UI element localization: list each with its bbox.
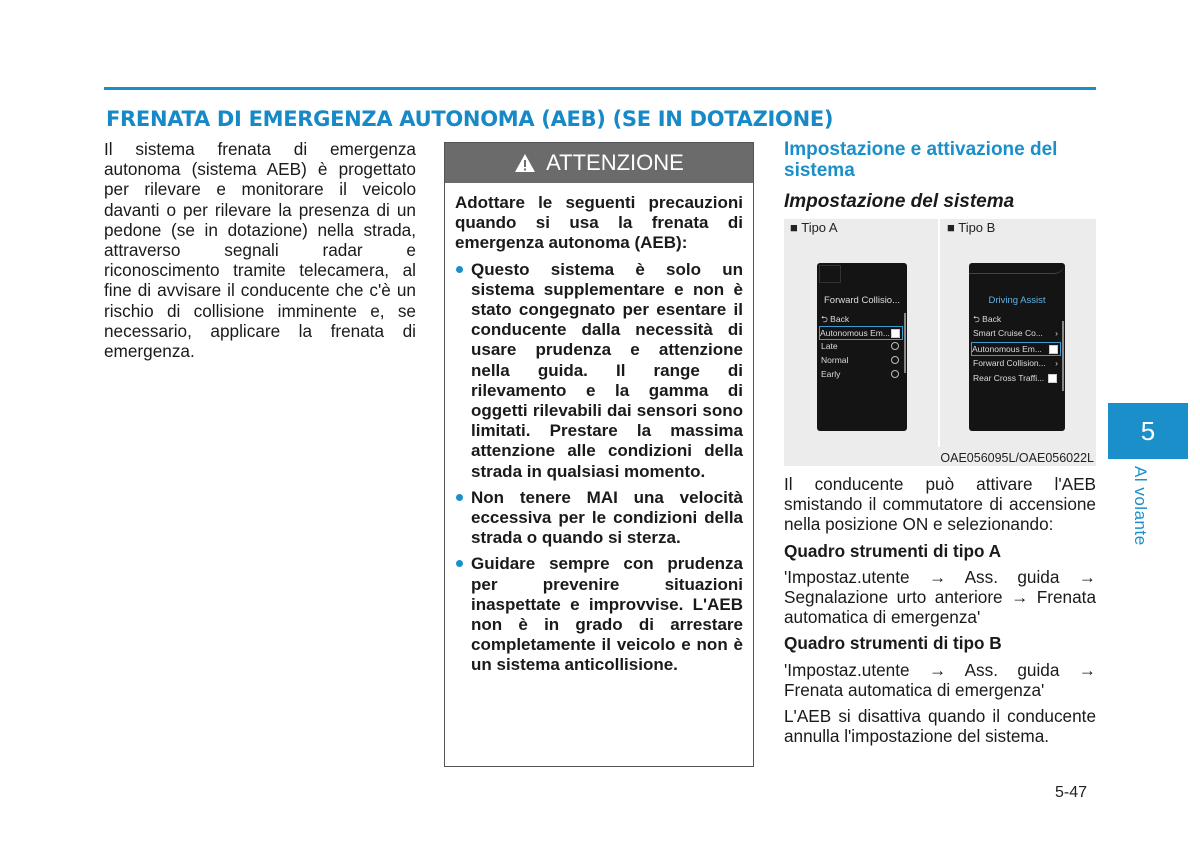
figure-label-a: ■ Tipo A: [790, 220, 838, 235]
cluster-screen-b: [969, 263, 1065, 431]
chapter-name: Al volante: [1131, 466, 1150, 546]
setup-title: Impostazione e attivazione del sistema: [784, 139, 1058, 181]
warning-header: [445, 143, 753, 183]
screen-row-label: Autonomous Em...: [820, 328, 890, 338]
warning-item: Guidare sempre con prudenza per prevenire situazioni inaspettate e improvvise. L'AEB non è in grado di arrestare completamente il veicolo e non è un sistema anticollisione.: [455, 554, 743, 675]
radio-icon: [891, 370, 899, 378]
cluster-figure: [784, 219, 1096, 466]
screen-row: [973, 357, 1059, 369]
screen-icon-box: [819, 265, 841, 283]
screen-row-label: Forward Collision...: [973, 358, 1046, 368]
screen-row-label: Early: [821, 369, 841, 379]
checkbox-icon: [1049, 345, 1058, 354]
warning-triangle-icon: [514, 153, 536, 173]
warning-intro: Adottare le seguenti precauzioni quando si usa la frenata di emergenza autonoma (AEB):: [455, 193, 743, 253]
type-b-path: 'Impostaz.utente → Ass. guida → Frenata automatica di emergenza': [784, 659, 1096, 700]
screen-row: [973, 372, 1059, 384]
screen-row-label: Smart Cruise Co...: [973, 328, 1043, 338]
cluster-screen-a: [817, 263, 907, 431]
screen-scrollbar: [1062, 321, 1064, 391]
radio-icon: [891, 342, 899, 350]
setup-column: [784, 139, 1096, 746]
type-b-heading: Quadro strumenti di tipo B: [784, 633, 1002, 654]
screen-row: [973, 327, 1059, 339]
screen-arc: [969, 263, 1065, 274]
chapter-tab: [1108, 403, 1188, 459]
warning-item: Questo sistema è solo un sistema supplementare e non è stato congegnato per esentare il conducente dalla necessità di usare prudenza e attenzione nella guida. Il range di rilevamento e la gamma di oggetti rilevabili dai sensori sono limitati. Prestare la massima attenzione alle condizioni della strada in qualsiasi momento.: [455, 260, 743, 482]
screen-row-label: Rear Cross Traffi...: [973, 373, 1045, 383]
type-a-heading: Quadro strumenti di tipo A: [784, 540, 1002, 561]
checkbox-icon: [1048, 374, 1057, 383]
chevron-right-icon: ›: [1055, 328, 1058, 338]
screen-row-label: Autonomous Em...: [972, 344, 1042, 354]
chapter-number: 5: [1140, 415, 1156, 446]
top-rule: [104, 87, 1096, 90]
screen-row-label: Late: [821, 341, 838, 351]
screen-row: [821, 340, 901, 352]
figure-label-b: ■ Tipo B: [947, 220, 996, 235]
screen-row: [821, 354, 901, 366]
warning-list: [455, 260, 743, 676]
deactivation-paragraph: L'AEB si disattiva quando il conducente annulla l'impostazione del sistema.: [784, 706, 1096, 747]
screen-row-selected: [971, 342, 1061, 356]
radio-icon: [891, 356, 899, 364]
screen-row: ⮌ Back: [973, 314, 1002, 324]
warning-box: [444, 142, 754, 767]
screen-row: ⮌ Back: [821, 314, 850, 324]
screen-a-title: Forward Collisio...: [823, 295, 901, 306]
warning-title: ATTENZIONE: [546, 150, 684, 175]
screen-row-label: Normal: [821, 355, 849, 365]
chevron-right-icon: ›: [1055, 358, 1058, 368]
figure-code: OAE056095L/OAE056022L: [940, 451, 1094, 465]
warning-item: Non tenere MAI una velocità eccessiva per le condizioni della strada o quando si sterza.: [455, 488, 743, 549]
page-title: FRENATA DI EMERGENZA AUTONOMA (AEB) (SE IN DOTAZIONE): [106, 107, 834, 131]
screen-row-selected: [819, 326, 903, 340]
checkbox-icon: [891, 329, 900, 338]
intro-paragraph: Il sistema frenata di emergenza autonoma (sistema AEB) è progettato per rilevare e monitorare il veicolo davanti o per rilevare la presenza di un pedone (se in dotazione) nella strada, attraverso segnali radar e riconoscimento tramite telecamera, al fine di avvisare il conducente che c'è un rischio di collisione imminente e, se necessario, applicare la frenata di emergenza.: [104, 139, 416, 362]
setup-subtitle: Impostazione del sistema: [784, 191, 1015, 212]
screen-scrollbar: [904, 313, 906, 373]
screen-row: [821, 368, 901, 380]
page-number: 5-47: [1055, 784, 1088, 801]
screen-b-title: Driving Assist: [988, 295, 1046, 306]
type-a-path: 'Impostaz.utente → Ass. guida → Segnalazione urto anteriore → Frenata automatica di emergenza': [784, 566, 1096, 628]
setup-paragraph: Il conducente può attivare l'AEB smistando il commutatore di accensione nella posizione ON e selezionando:: [784, 474, 1096, 535]
figure-divider: [938, 219, 940, 447]
